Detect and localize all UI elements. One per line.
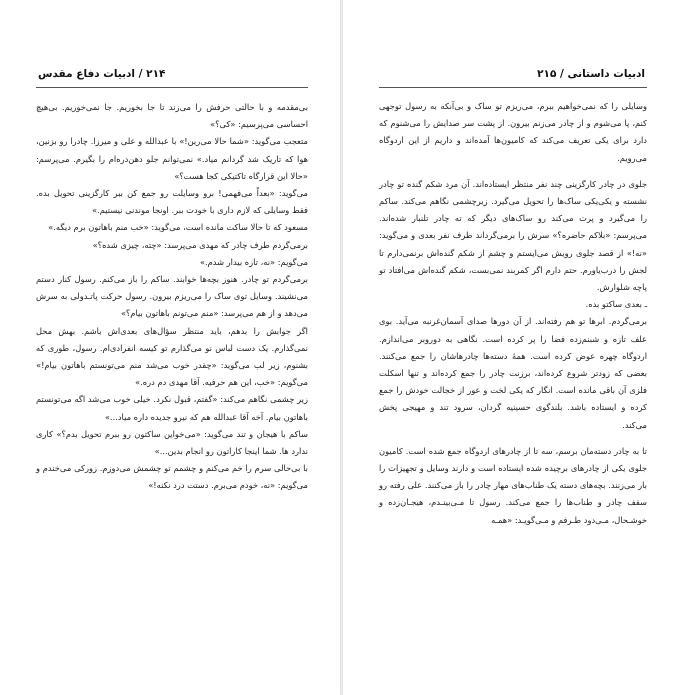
paragraph: وسایلی را که نمی‌خواهیم ببرم، می‌ریزم تو ساک و بی‌آنکه به رسول توجهی کنم، پا می‌شوم و از چادر می‌زنم بیرون. از پشت سر صدایش را می‌شنوم که دارد برای یکی تعریف می‌کند که کامیون‌ها آمده‌اند و داریم از این اردوگاه می‌رویم.: [379, 101, 647, 163]
paragraph: اگر جوابش را بدهم، باید منتظر سؤال‌های بعدی‌اش باشم. بهش محل نمی‌گذارم. یک دست لباس نو می‌گذارم تو کیسه انفرادی‌ام. رسول، طوری که بشنوم، زیر لب می‌گوید: «چقدر خوب می‌شد منم می‌تونستم باهاتون بیام!» می‌گویم: «خب، این هم حرفیه. آقا مهدی دم دره.»: [36, 325, 308, 388]
paragraph: برمی‌گردم طرف چادر که مهدی می‌پرسد: «چته، چیزی شده؟»: [92, 239, 308, 250]
paragraph: جلوی در چادر کارگزینی چند نفر منتظر ایستاده‌اند. آن مرد شکم گنده تو چادر نشسته و یکی‌یکی ساک‌ها را تحویل می‌گیرد. زیرچشمی نگاهم می‌کند. ساکم را می‌گیرد و پرت می‌کند رو ساک‌های دیگر که ته چادر تلنبار شده‌اند. می‌پرسم: «بلاکم حاضره؟» سرش را برمی‌گرداند طرف نفر بعدی و می‌گوید: «نه!» از قصد جلوی رویش می‌ایستم و چشم از شکم گنده‌اش برنمی‌دارم تا لجش را درب‌یاورم. حتم دارم اگر کمربند نمی‌بست، شکم گنده‌اش می‌افتاد تو پاچه شلوارش.: [379, 178, 647, 293]
left-page-header: ۲۱۴ / ادبیات دفاع مقدس: [38, 68, 166, 80]
paragraph: تا به چادر دسته‌مان برسم، سه تا از چادرهای اردوگاه جمع شده است. کامیون جلوی یکی از چادرهای برچیده شده ایستاده است و دارند وسایل و تجهیزات را بار می‌زنند. بچه‌های دسته یک طناب‌های مهار چادر را باز می‌کنند. علی رفته رو سقف چادر و طناب‌ها را جمع می‌کند. رسول تا مـی‌بینـدم، هیجـان‌زده و خوشـحال، مـی‌دود طـرفم و مـی‌گویـد: «همـه: [379, 445, 647, 525]
left-page: [0, 0, 340, 695]
paragraph: مسعود که تا حالا ساکت مانده است، می‌گوید: «خب منم باهاتون برم دیگه.»: [48, 222, 308, 233]
paragraph: بی‌مقدمه و با حالتی حرفش را می‌زند تا جا بخوریم. جا نمی‌خوریم. بی‌هیچ احساسی می‌پرسیم: «کی؟»: [36, 102, 308, 130]
left-page-body: [36, 99, 308, 495]
paragraph: متعجب می‌گوید: «شما حالا می‌رین!» با عبدالله و علی و میرزا. چادرا رو بزنین، هوا که تاریک شد گردانم میاد.» نمی‌توانم جلو دهن‌دره‌ام را بگیرم. می‌پرسم: «حالا این قرارگاه تاکتیکی کجا هست؟»: [36, 136, 308, 181]
paragraph: می‌گوید: «بعداً می‌فهمی! برو وسایلت رو جمع کن ببر کارگزینی تحویل بده. فقط وسایلی که لازم داری با خودت ببر. اونجا موندنی نیستیم.»: [36, 188, 308, 216]
right-page: [343, 0, 683, 695]
paragraph: می‌گویم: «نه، تازه بیدار شدم.»: [199, 256, 308, 267]
right-page-body: [379, 98, 647, 529]
paragraph: ـ بعدی ساکتو بده.: [585, 299, 647, 310]
paragraph: برمی‌گردم. ابرها تو هم رفته‌اند. از آن دورها صدای آسمان‌غرنبه می‌آید. بوی علف تازه و شبنم‌زده فضا را پر کرده است. نگاهی به دوروبر می‌اندازم. اردوگاه چهره عوض کرده است. همهٔ دسته‌ها چادرهاشان را جمع می‌کنند. بعضی که زودتر شروع کرده‌اند، برزنت چادر را جمع کرده‌اند و تنها اسکلت فلزی آن باقی مانده است. انگار که یکی لخت و عور از خجالت خودش را جمع کرده و ایستاده باشد. بلندگوی حسینیه گردان، سرود تند و مهیجی پخش می‌کند.: [379, 316, 647, 430]
left-header-rule: [36, 87, 308, 88]
right-page-header: ادبیات داستانی / ۲۱۵: [537, 68, 645, 80]
paragraph: زیر چشمی نگاهم می‌کند: «گفتم، قبول نکرد. خیلی خوب می‌شد اگه می‌تونستم باهاتون بیام. آخه آقا عبدالله هم که نیرو جدیده داره میاد...»: [36, 394, 308, 422]
paragraph: ساکم با هیجان و تند می‌گوید: «می‌خواین ساکتون رو ببرم تحویل بدم؟» کاری ندارد ها. شما اینجا کاراتون رو انجام بدین...»: [36, 428, 308, 457]
right-header-rule: [379, 87, 647, 88]
paragraph: برمی‌گردم تو چادر. هنوز بچه‌ها خوابند. ساکم را باز می‌کنم. رسول کنار دستم می‌نشیند. وسایل توی ساک را می‌ریزم بیرون. رسول حرکت پاتـدولی به سرش می‌دهد و از هم می‌پرسد: «منم می‌تونم باهاتون بیام؟»: [36, 274, 308, 319]
paragraph: با بی‌حالی سرم را خم می‌کنم و چشمم تو چشمش می‌دوزم. زورکی می‌خندم و می‌گویم: «نه، خودم می‌برم. دستت درد نکنه!»: [36, 463, 308, 491]
